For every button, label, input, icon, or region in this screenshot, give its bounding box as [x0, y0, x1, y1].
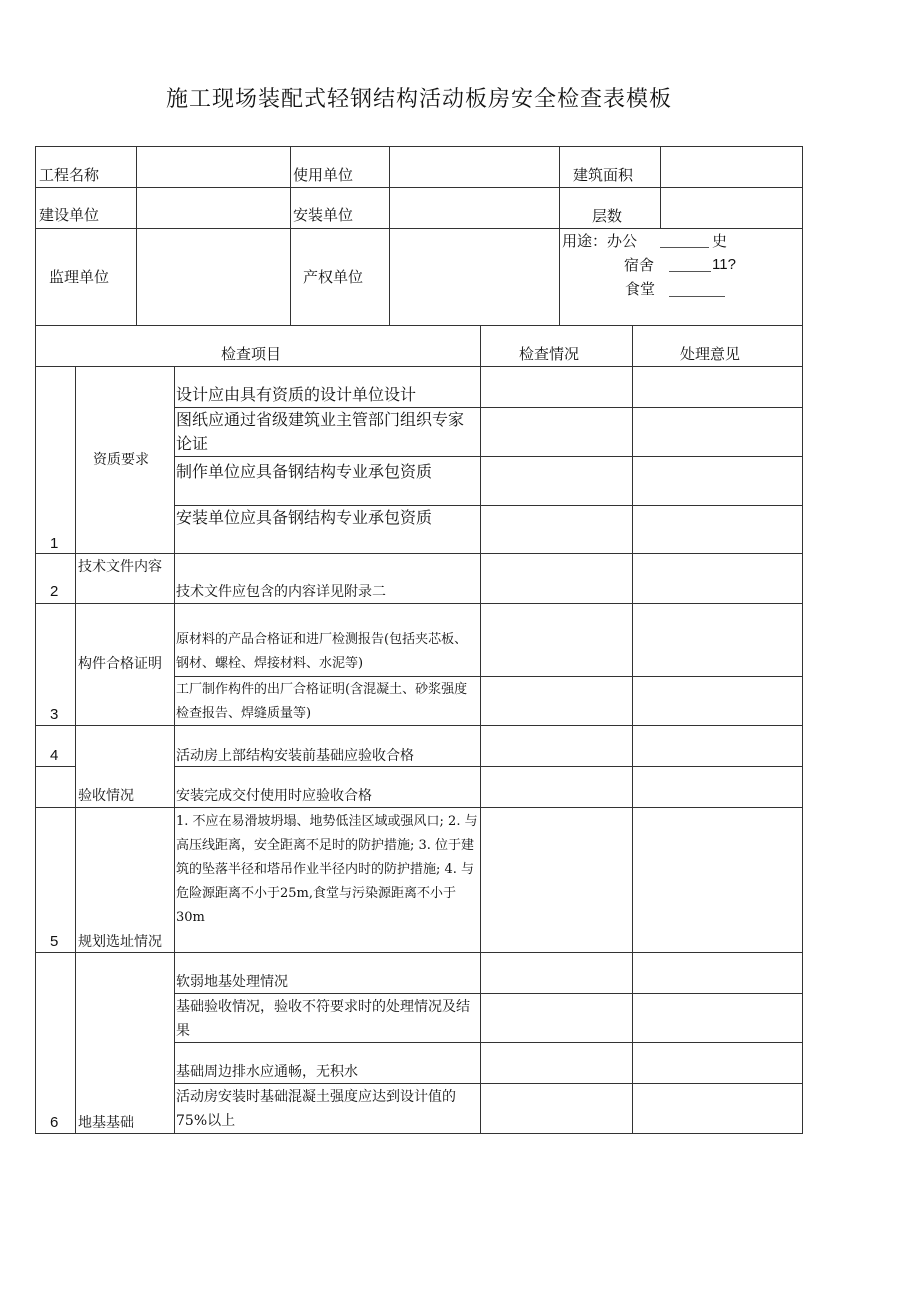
info-col-line [660, 146, 661, 229]
check-item: 工厂制作构件的出厂合格证明(含混凝土、砂浆强度检查报告、焊缝质量等) [176, 682, 468, 721]
canteen-blank [669, 296, 725, 297]
check-item: 软弱地基处理情况 [176, 974, 288, 990]
item-row-line [174, 456, 803, 457]
status-col-line [480, 325, 481, 1134]
num-col-line [75, 366, 76, 1134]
user-unit-label: 使用单位 [293, 166, 354, 184]
header-item: 检查项目 [221, 345, 282, 363]
header-status: 检查情况 [519, 345, 580, 363]
border-left [35, 146, 36, 1134]
check-item: 设计应由具有资质的设计单位设计 [176, 385, 417, 404]
inspection-table [35, 146, 803, 1134]
usage-label: 用途：办公 [562, 232, 638, 250]
opinion-col-line [632, 325, 633, 1134]
info-col-line [290, 146, 291, 326]
info-row-line [35, 228, 803, 229]
dorm-label: 宿舍 [624, 256, 655, 274]
section-number: 2 [50, 583, 59, 600]
check-item: 制作单位应具备钢结构专业承包资质 [176, 462, 433, 481]
install-unit-label: 安装单位 [293, 206, 354, 224]
border-top [35, 146, 803, 147]
supervisor-label: 监理单位 [49, 268, 110, 286]
page-title: 施工现场装配式轻钢结构活动板房安全检查表模板 [165, 87, 672, 112]
check-item: 原材料的产品合格证和进厂检测报告(包括夹芯板、钢材、螺栓、焊接材料、水泥等) [176, 632, 468, 671]
section-number: 3 [50, 706, 59, 723]
section-name: 规划选址情况 [78, 934, 162, 950]
check-item: 技术文件应包含的内容详见附录二 [176, 584, 386, 600]
builder-unit-label: 建设单位 [39, 206, 100, 224]
usage-office-blank [660, 247, 709, 248]
info-col-line [389, 146, 390, 326]
dorm-blank [669, 271, 711, 272]
floors-label: 层数 [592, 207, 623, 225]
header-opinion: 处理意见 [680, 345, 741, 363]
check-item: 活动房上部结构安装前基础应验收合格 [176, 748, 414, 764]
info-row-line [35, 187, 803, 188]
item-row-line [174, 676, 803, 677]
header-row-line [35, 366, 803, 367]
section-name: 构件合格证明 [78, 656, 162, 672]
dorm-value: 11? [712, 256, 736, 273]
section-number: 4 [50, 747, 59, 764]
building-area-label: 建筑面积 [573, 166, 634, 184]
info-col-line [559, 146, 560, 326]
section-name: 地基基础 [78, 1115, 134, 1131]
usage-office-suffix: 史 [712, 232, 728, 250]
project-name-label: 工程名称 [39, 166, 100, 184]
check-item: 安装完成交付使用时应验收合格 [176, 788, 372, 804]
section-number: 6 [50, 1114, 59, 1131]
info-col-line [136, 146, 137, 326]
check-item: 活动房安装时基础混凝土强度应达到设计值的75%以上 [176, 1089, 456, 1129]
name-col-line [174, 366, 175, 1134]
section-number: 1 [50, 535, 59, 552]
border-right [802, 146, 803, 1134]
section-line [35, 807, 803, 808]
section-name: 验收情况 [78, 788, 134, 804]
info-row-line [35, 325, 803, 326]
check-item: 1. 不应在易滑坡坍塌、地势低洼区域或强风口; 2. 与高压线距离，安全距离不足时的防护措施; 3. 位于建筑的坠落半径和塔吊作业半径内时的防护措施; 4. 与危险源距离不小于25m,食堂与污染源距离不小于30m [176, 814, 478, 925]
section-line [35, 603, 803, 604]
section-number: 5 [50, 933, 59, 950]
check-item: 基础验收情况，验收不符要求时的处理情况及结果 [176, 999, 470, 1039]
check-item: 基础周边排水应通畅，无积水 [176, 1064, 358, 1080]
check-item: 图纸应通过省级建筑业主管部门组织专家论证 [176, 410, 465, 453]
section-line [35, 553, 803, 554]
canteen-label: 食堂 [625, 280, 656, 298]
section-name: 技术文件内容 [78, 559, 162, 575]
section-name: 资质要求 [93, 452, 149, 468]
owner-label: 产权单位 [303, 268, 364, 286]
check-item: 安装单位应具备钢结构专业承包资质 [176, 508, 433, 527]
border-bottom [35, 1133, 803, 1134]
